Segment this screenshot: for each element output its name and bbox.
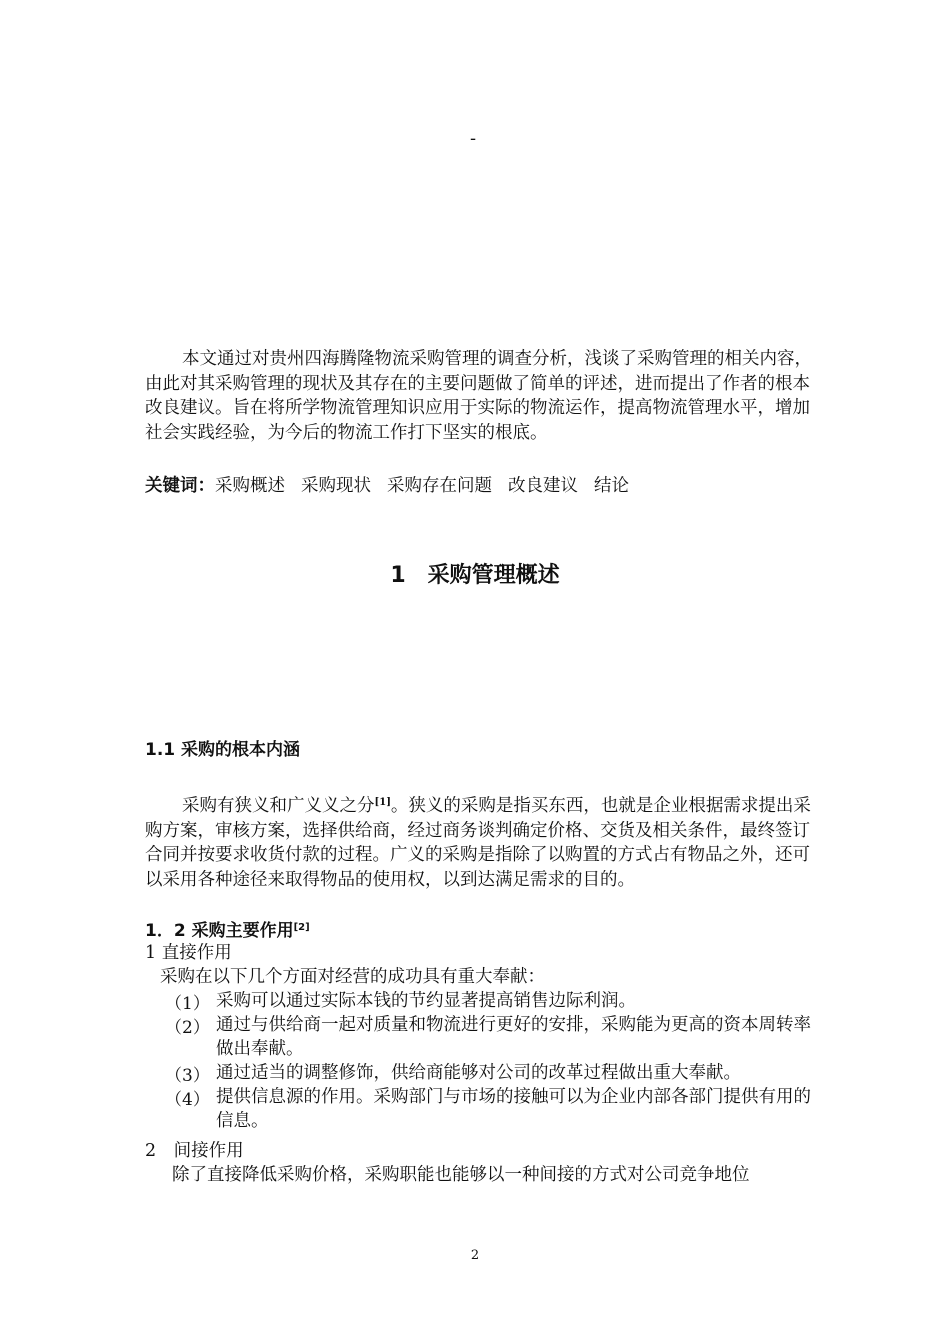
list-number: （3） [165, 1066, 210, 1086]
section-heading-1-1: 1.1 采购的根本内涵 [145, 740, 301, 760]
keyword-item: 采购存在问题 [387, 476, 492, 496]
citation-marker: [2] [293, 922, 310, 933]
keyword-item: 改良建议 [508, 476, 578, 496]
list-item [0, 1085, 950, 1133]
keyword-item: 采购概述 [215, 476, 285, 496]
numbered-list [0, 989, 950, 1133]
page-number: 2 [470, 1248, 480, 1263]
paragraph-text: 采购有狭义和广义义之分 [182, 796, 375, 816]
section-heading-1-2 [145, 916, 310, 941]
list-item [0, 1013, 950, 1061]
subheading-direct-role: 1 直接作用 [145, 943, 232, 963]
list-text: 提供信息源的作用。采购部门与市场的接触可以为企业内部各部门提供有用的信息。 [216, 1087, 811, 1131]
list-item [0, 1061, 950, 1085]
section-1-1-paragraph [145, 791, 820, 892]
list-number: （4） [165, 1090, 210, 1110]
list-text: 通过与供给商一起对质量和物流进行更好的安排，采购能为更高的资本周转率做出奉献。 [216, 1015, 811, 1059]
list-text: 通过适当的调整修饰，供给商能够对公司的改革过程做出重大奉献。 [216, 1063, 741, 1083]
section-heading-text: 1．2 采购主要作用 [145, 921, 294, 941]
header-dash: - [470, 128, 477, 149]
list-item [0, 989, 950, 1013]
subheading-indirect-role: 2 间接作用 [145, 1141, 244, 1161]
citation-marker: [1] [374, 797, 391, 808]
keyword-item: 采购现状 [301, 476, 371, 496]
list-text: 采购可以通过实际本钱的节约显著提高销售边际利润。 [216, 991, 636, 1011]
keywords-label: 关键词： [145, 476, 215, 496]
keyword-item: 结论 [594, 476, 629, 496]
paragraph-text: 。狭义的采购是指买东西，也就是企业根据需求提出采购方案，审核方案，选择供给商，经过商务谈判确定价格、交货及相关条件，最终签订合同并按要求收货付款的过程。广义的采购是指除了以购置的方式占有物品之外，还可以采用各种途径来取得物品的使用权，以到达满足需求的目的。 [145, 796, 811, 890]
chapter-title: 1 采购管理概述 [390, 563, 560, 588]
keywords-line [145, 472, 645, 497]
list-number: （2） [165, 1018, 210, 1038]
list-number: （1） [165, 994, 210, 1014]
intro-line: 采购在以下几个方面对经营的成功具有重大奉献： [160, 967, 545, 987]
last-line: 除了直接降低采购价格，采购职能也能够以一种间接的方式对公司竞争地位 [172, 1165, 750, 1185]
abstract-paragraph: 本文通过对贵州四海腾隆物流采购管理的调查分析，浅谈了采购管理的相关内容，由此对其采购管理的现状及其存在的主要问题做了简单的评述，进而提出了作者的根本改良建议。旨在将所学物流管理知识应用于实际的物流运作，提高物流管理水平，增加社会实践经验，为今后的物流工作打下坚实的根底。 [145, 349, 812, 443]
